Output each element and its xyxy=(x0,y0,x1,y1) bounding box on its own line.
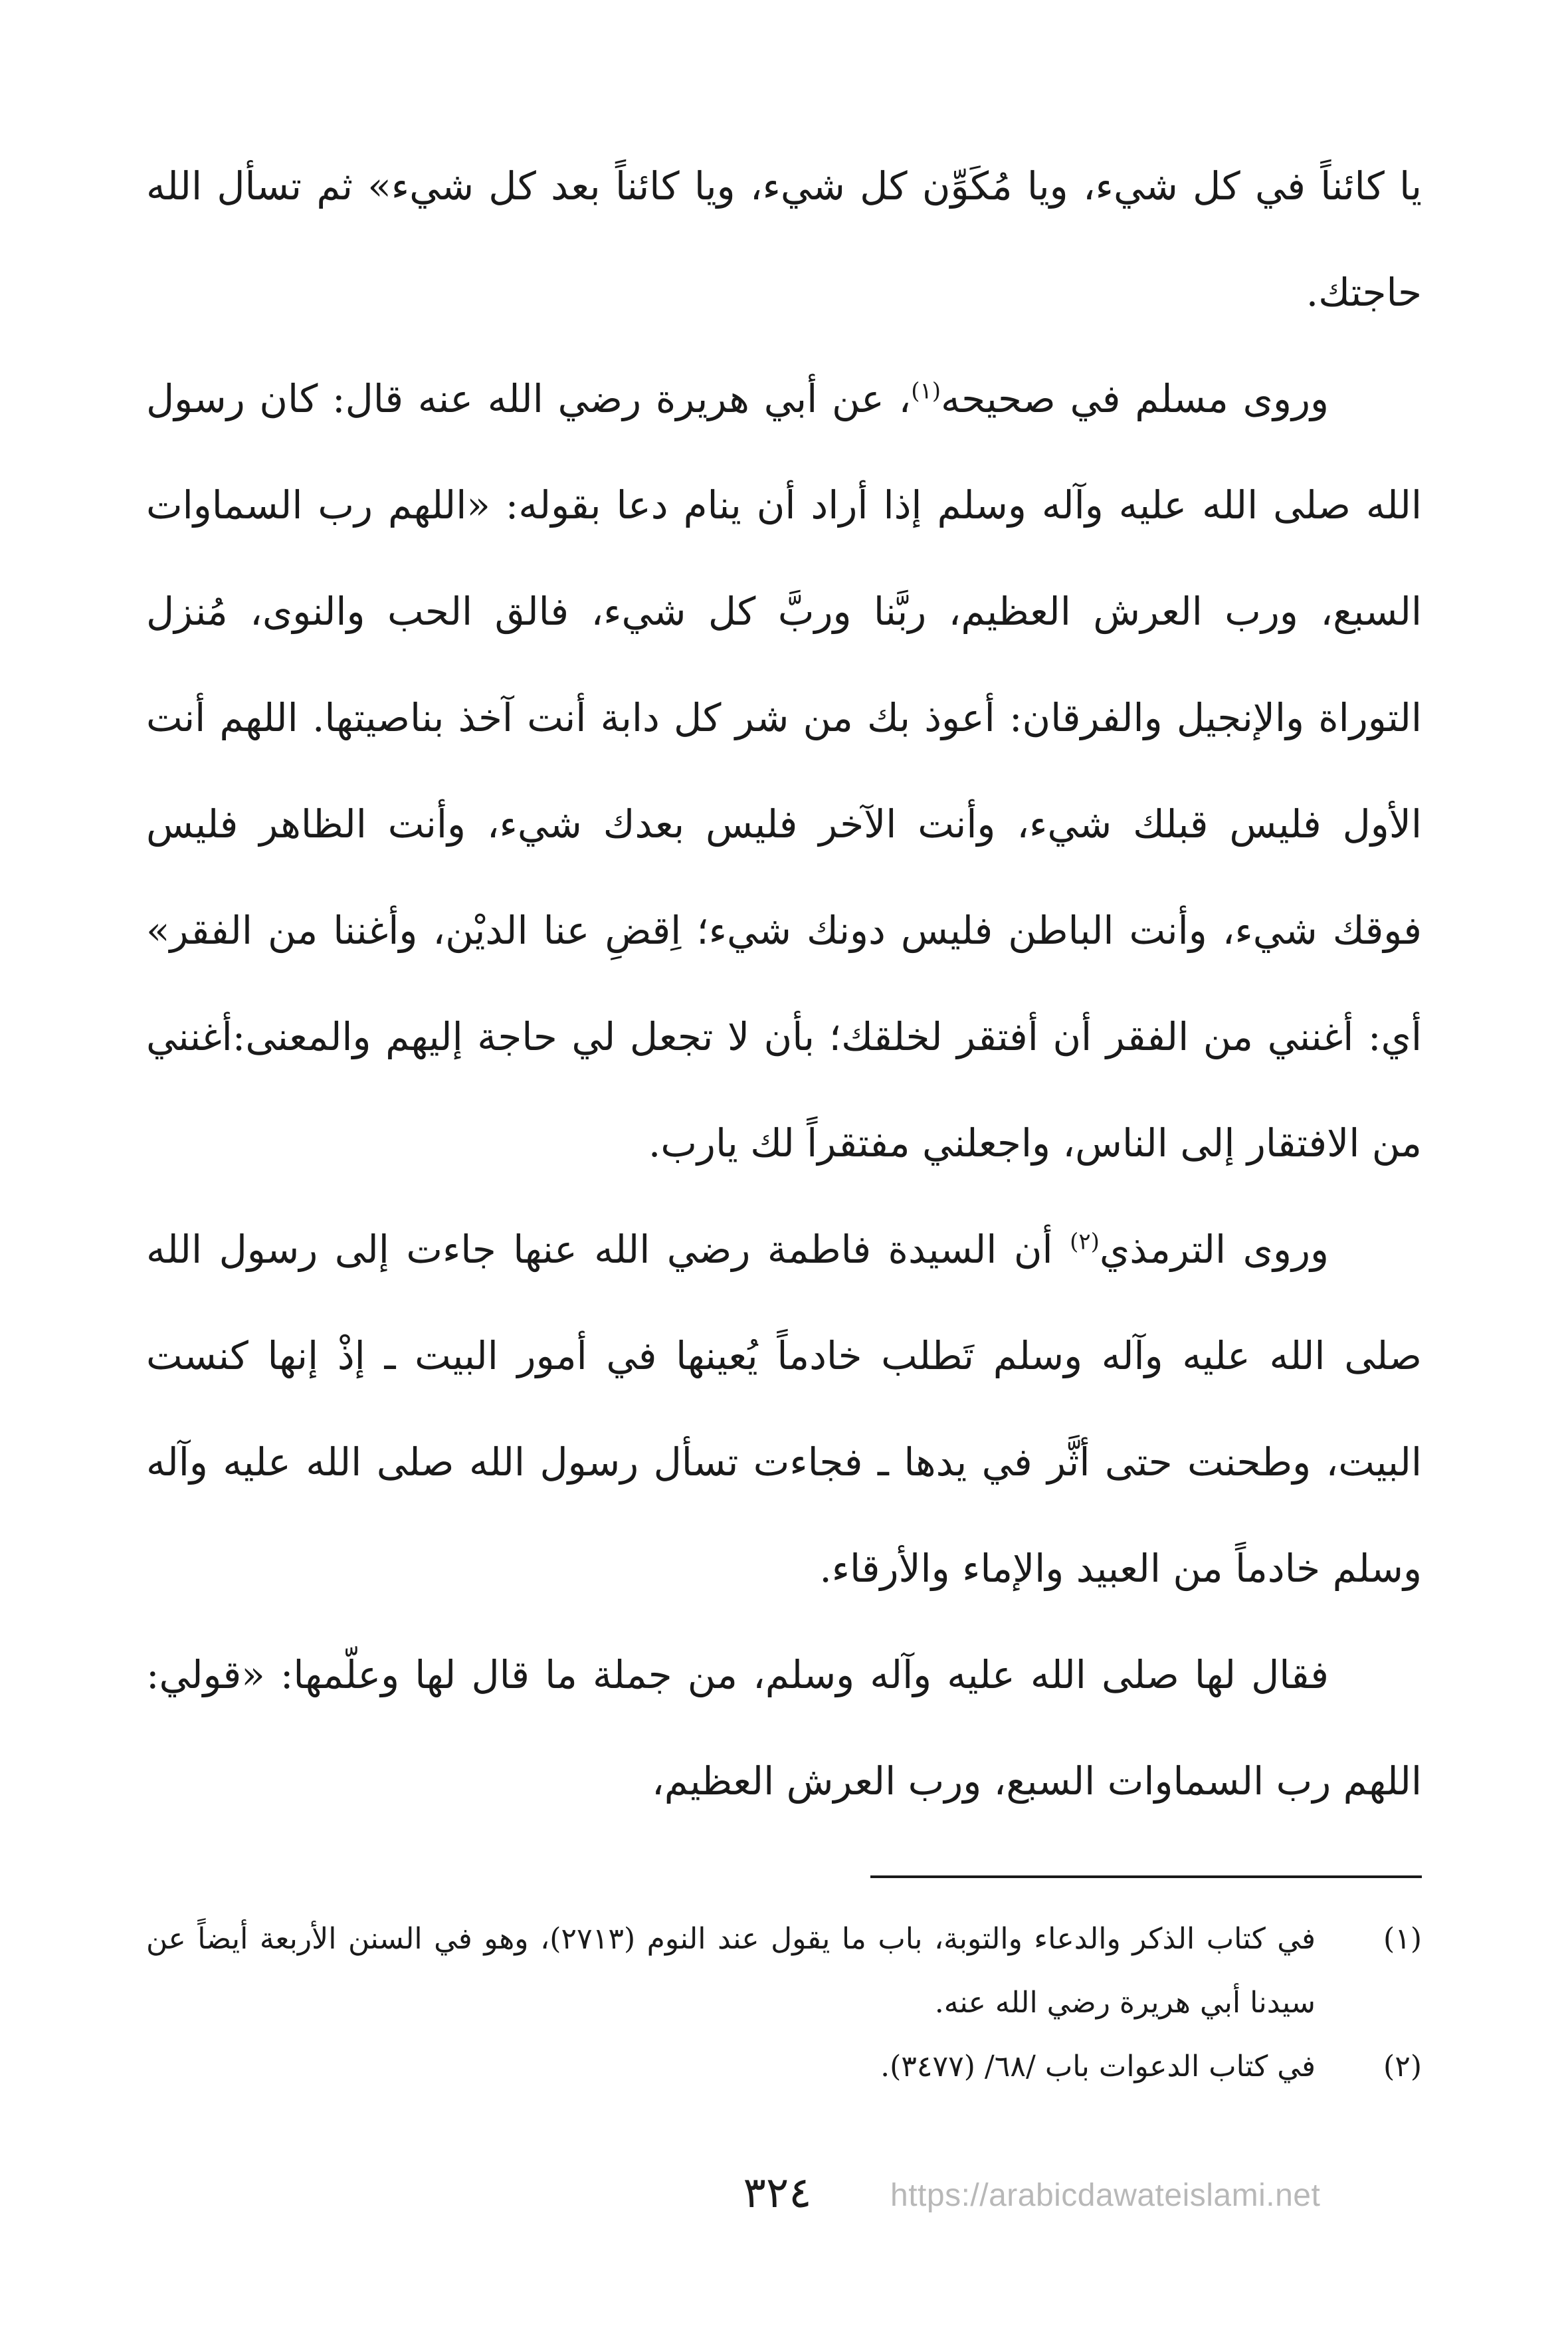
paragraph-text: ، عن أبي هريرة رضي الله عنه قال: كان رسول الله صلى الله عليه وآله وسلم إذا أراد أن ينام دعا بقوله: «اللهم رب السماوات السبع، ورب العرش العظيم، ربَّنا وربَّ كل شيء، فالق الحب والنوى، مُنزل التوراة والإنجيل والفرقان: أعوذ بك من شر كل دابة أنت آخذ بناصيتها. اللهم أنت الأول فليس قبلك شيء، وأنت الآخر فليس بعدك شيء، وأنت الظاهر فليس فوقك شيء، وأنت الباطن فليس دونك شيء؛ اِقضِ عنا الديْن، وأغننا من الفقر» أي: أغنني من الفقر أن أفتقر لخلقك؛ بأن لا تجعل لي حاجة إليهم والمعنى:أغنني من الافتقار إلى الناس، واجعلني مفتقراً لك يارب. xyxy=(146,376,1422,1166)
paragraph-text: أن السيدة فاطمة رضي الله عنها جاءت إلى رسول الله صلى الله عليه وآله وسلم تَطلب خادماً يُعينها في أمور البيت ـ إذْ إنها كنست البيت، وطحنت حتى أثَّر في يدها ـ فجاءت تسأل رسول الله صلى الله عليه وآله وسلم خادماً من العبيد والإماء والأرقاء. xyxy=(146,1227,1422,1591)
paragraph-4 xyxy=(146,1622,1422,1834)
footnote-number: (٢) xyxy=(1383,2050,1422,2083)
footnotes xyxy=(146,1907,1422,2099)
main-text xyxy=(146,133,1422,1834)
footnote-text: في كتاب الذكر والدعاء والتوبة، باب ما يقول عند النوم (٢٧١٣)، وهو في السنن الأربعة أيضاً عن سيدنا أبي هريرة رضي الله عنه. xyxy=(146,1922,1316,2020)
paragraph-1 xyxy=(146,133,1422,346)
footnote-ref-1[interactable]: (١) xyxy=(911,377,941,405)
paragraph-text: يا كائناً في كل شيء، ويا مُكَوِّن كل شيء، ويا كائناً بعد كل شيء» ثم تسأل الله حاجتك. xyxy=(146,163,1422,315)
footnote-ref-2[interactable]: (٢) xyxy=(1070,1228,1100,1255)
footnote-number: (١) xyxy=(1383,1922,1422,1956)
footnote-separator xyxy=(870,1875,1422,1878)
footnote-2 xyxy=(146,2035,1422,2099)
paragraph-text: وروى مسلم في صحيحه xyxy=(941,376,1329,421)
paragraph-text: فقال لها صلى الله عليه وآله وسلم، من جملة ما قال لها وعلّمها: «قولي: اللهم رب السماوات السبع، ورب العرش العظيم، xyxy=(146,1652,1422,1804)
footnote-text: في كتاب الدعوات باب /٦٨/ (٣٤٧٧). xyxy=(880,2050,1316,2083)
paragraph-3 xyxy=(146,1196,1422,1622)
watermark-url: https://arabicdawateislami.net xyxy=(890,2178,1321,2213)
page-number: ٣٢٤ xyxy=(743,2169,812,2218)
footnote-1 xyxy=(146,1907,1422,2035)
paragraph-2 xyxy=(146,346,1422,1196)
paragraph-text: وروى الترمذي xyxy=(1099,1227,1329,1272)
